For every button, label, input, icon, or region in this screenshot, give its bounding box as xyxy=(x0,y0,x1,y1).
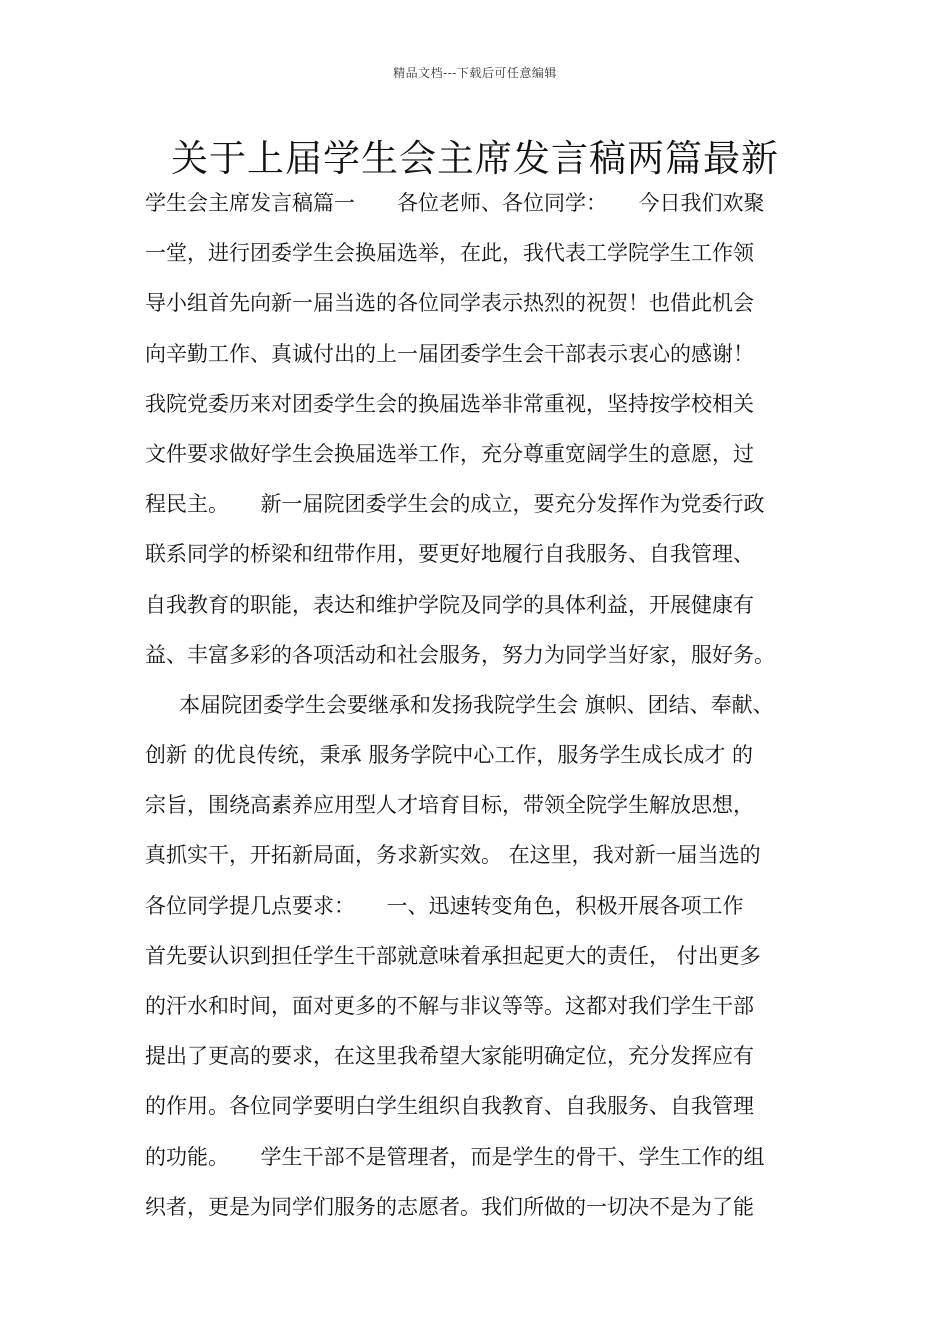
body-line: 织者，更是为同学们服务的志愿者。我们所做的一切决不是为了能 xyxy=(145,1194,754,1219)
body-line: 的汗水和时间，面对更多的不解与非议等等。这都对我们学生干部 xyxy=(145,994,754,1018)
body-line: 导小组首先向新一届当选的各位同学表示热烈的祝贺！也借此机会 xyxy=(145,291,754,316)
body-line: 益、丰富多彩的各项活动和社会服务，努力为同学当好家，服好务。 xyxy=(145,642,775,667)
body-line: 学生会主席发言稿篇一 各位老师、各位同学： 今日我们欢聚 xyxy=(145,191,765,215)
body-line: 联系同学的桥梁和纽带作用，要更好地履行自我服务、自我管理、 xyxy=(145,542,754,567)
document-body xyxy=(145,178,835,1232)
body-line: 宗旨，围绕高素养应用型人才培育目标，带领全院学生解放思想， xyxy=(145,793,754,818)
body-line: 创新 的优良传统，秉承 服务学院中心工作，服务学生成长成才 的 xyxy=(145,743,754,768)
body-line: 的作用。各位同学要明白学生组织自我教育、自我服务、自我管理 xyxy=(145,1094,754,1119)
body-line: 各位同学提几点要求： 一、迅速转变角色，积极开展各项工作 xyxy=(145,893,744,918)
body-line: 的功能。 学生干部不是管理者，而是学生的骨干、学生工作的组 xyxy=(145,1144,765,1169)
body-line: 提出了更高的要求，在这里我希望大家能明确定位，充分发挥应有 xyxy=(145,1044,754,1069)
body-line: 自我教育的职能，表达和维护学院及同学的具体利益，开展健康有 xyxy=(145,592,754,617)
body-line: 我院党委历来对团委学生会的换届选举非常重视，坚持按学校相关 xyxy=(145,391,754,416)
document-title: 关于上届学生会主席发言稿两篇最新 xyxy=(171,137,779,180)
header-note: 精品文档---下载后可任意编辑 xyxy=(393,66,557,80)
body-line: 程民主。 新一届院团委学生会的成立，要充分发挥作为党委行政 xyxy=(145,492,765,517)
body-line: 本届院团委学生会要继承和发扬我院学生会 旗帜、团结、奉献、 xyxy=(179,692,774,717)
body-line: 向辛勤工作、真诚付出的上一届团委学生会干部表示衷心的感谢！ xyxy=(145,341,754,366)
body-line: 首先要认识到担任学生干部就意味着承担起更大的责任， 付出更多 xyxy=(145,943,761,968)
body-line: 真抓实干，开拓新局面，务求新实效。 在这里，我对新一届当选的 xyxy=(145,843,761,868)
body-line: 一堂，进行团委学生会换届选举，在此，我代表工学院学生工作领 xyxy=(145,241,754,266)
body-line: 文件要求做好学生会换届选举工作，充分尊重宽阔学生的意愿，过 xyxy=(145,441,754,466)
